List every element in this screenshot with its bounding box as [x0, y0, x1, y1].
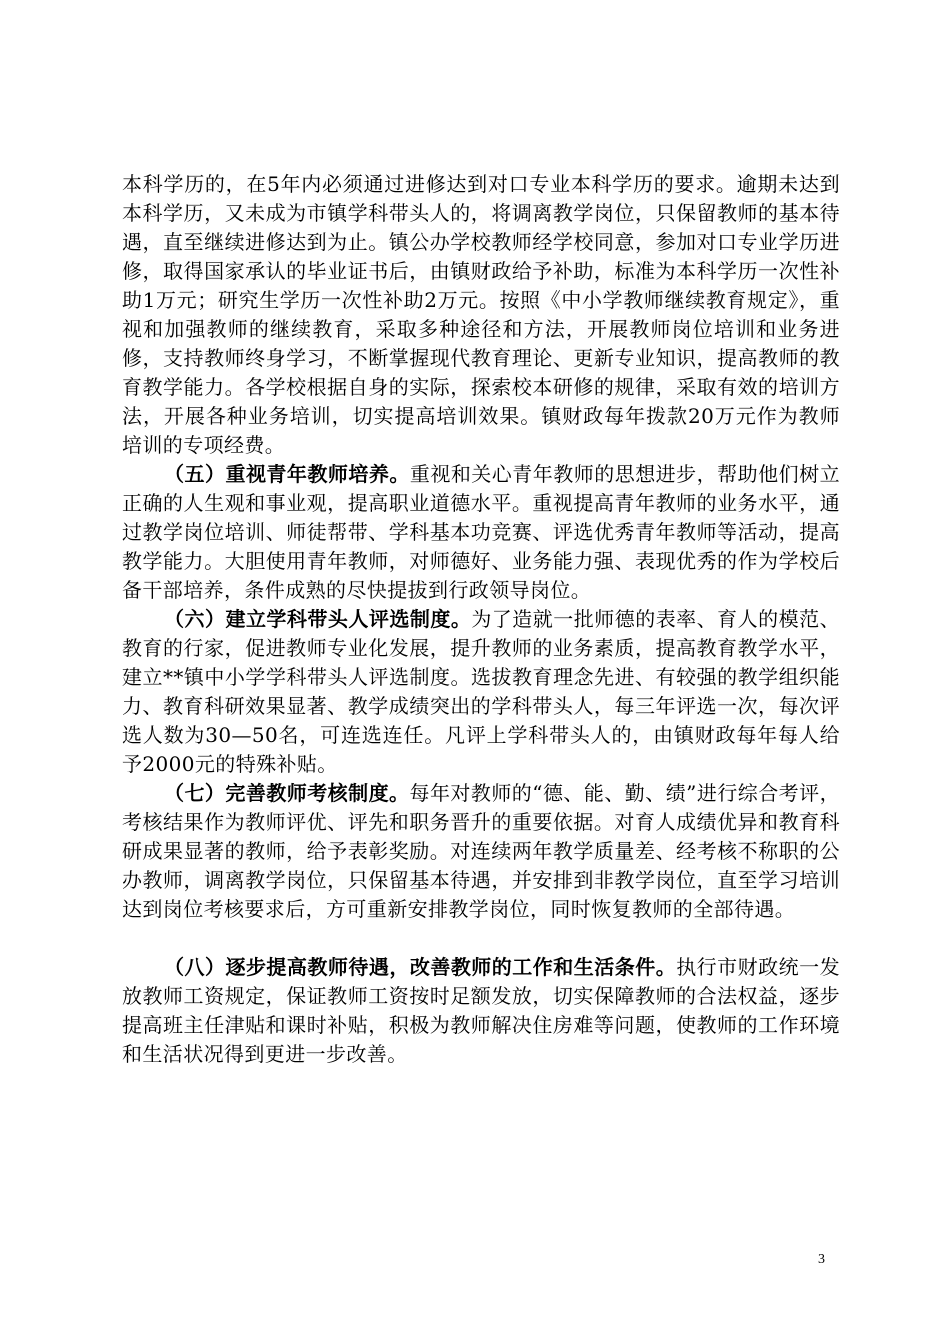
paragraph-section-6 [122, 605, 840, 779]
page-number: 3 [818, 1252, 825, 1267]
paragraph-section-7 [122, 779, 840, 924]
paragraph-continuation [122, 170, 840, 460]
section-heading-8: （八）逐步提高教师待遇，改善教师的工作和生活条件。 [164, 955, 677, 979]
paragraph-section-5 [122, 460, 840, 605]
paragraph-text: 为了造就一批师德的表率、育人的模范、教育的行家，促进教师专业化发展，提升教师的业务素质，提高教育教学水平，建立**镇中小学学科带头人评选制度。选拔教育理念先进、有较强的教学组织能力、教育科研效果显著、教学成绩突出的学科带头人，每三年评选一次，每次评选人数为30—50名，可连选连任。凡评上学科带头人的，由镇财政每年每人给予2000元的特殊补贴。 [122, 607, 840, 776]
body-text [122, 170, 840, 1069]
paragraph-text: 本科学历的，在5年内必须通过进修达到对口专业本科学历的要求。逾期未达到本科学历，又未成为市镇学科带头人的，将调离教学岗位，只保留教师的基本待遇，直至继续进修达到为止。镇公办学校教师经学校同意，参加对口专业学历进修，取得国家承认的毕业证书后，由镇财政给予补助，标准为本科学历一次性补助1万元；研究生学历一次性补助2万元。按照《中小学教师继续教育规定》，重视和加强教师的继续教育，采取多种途径和方法，开展教师岗位培训和业务进修，支持教师终身学习，不断掌握现代教育理论、更新专业知识，提高教师的教育教学能力。各学校根据自身的实际，探索校本研修的规律，采取有效的培训方法，开展各种业务培训，切实提高培训效果。镇财政每年拨款20万元作为教师培训的专项经费。 [122, 172, 840, 457]
paragraph-text: 每年对教师的“德、能、勤、绩”进行综合考评，考核结果作为教师评优、评先和职务晋升的重要依据。对育人成绩优异和教育科研成果显著的教师，给予表彰奖励。对连续两年教学质量差、经考核不称职的公办教师，调离教学岗位，只保留基本待遇，并安排到非教学岗位，直至学习培训达到岗位考核要求后，方可重新安排教学岗位，同时恢复教师的全部待遇。 [122, 781, 840, 921]
paragraph-text: 重视和关心青年教师的思想进步，帮助他们树立正确的人生观和事业观，提高职业道德水平。重视提高青年教师的业务水平，通过教学岗位培训、师徒帮带、学科基本功竞赛、评选优秀青年教师等活动，提高教学能力。大胆使用青年教师，对师德好、业务能力强、表现优秀的作为学校后备干部培养，条件成熟的尽快提拔到行政领导岗位。 [122, 462, 840, 602]
paragraph-text: 执行市财政统一发放教师工资规定，保证教师工资按时足额发放，切实保障教师的合法权益，逐步提高班主任津贴和课时补贴，积极为教师解决住房难等问题，使教师的工作环境和生活状况得到更进一步改善。 [122, 955, 840, 1066]
section-heading-6: （六）建立学科带头人评选制度。 [164, 607, 472, 631]
paragraph-section-8 [122, 953, 840, 1069]
section-heading-5: （五）重视青年教师培养。 [164, 462, 410, 486]
section-heading-7: （七）完善教师考核制度。 [164, 781, 410, 805]
